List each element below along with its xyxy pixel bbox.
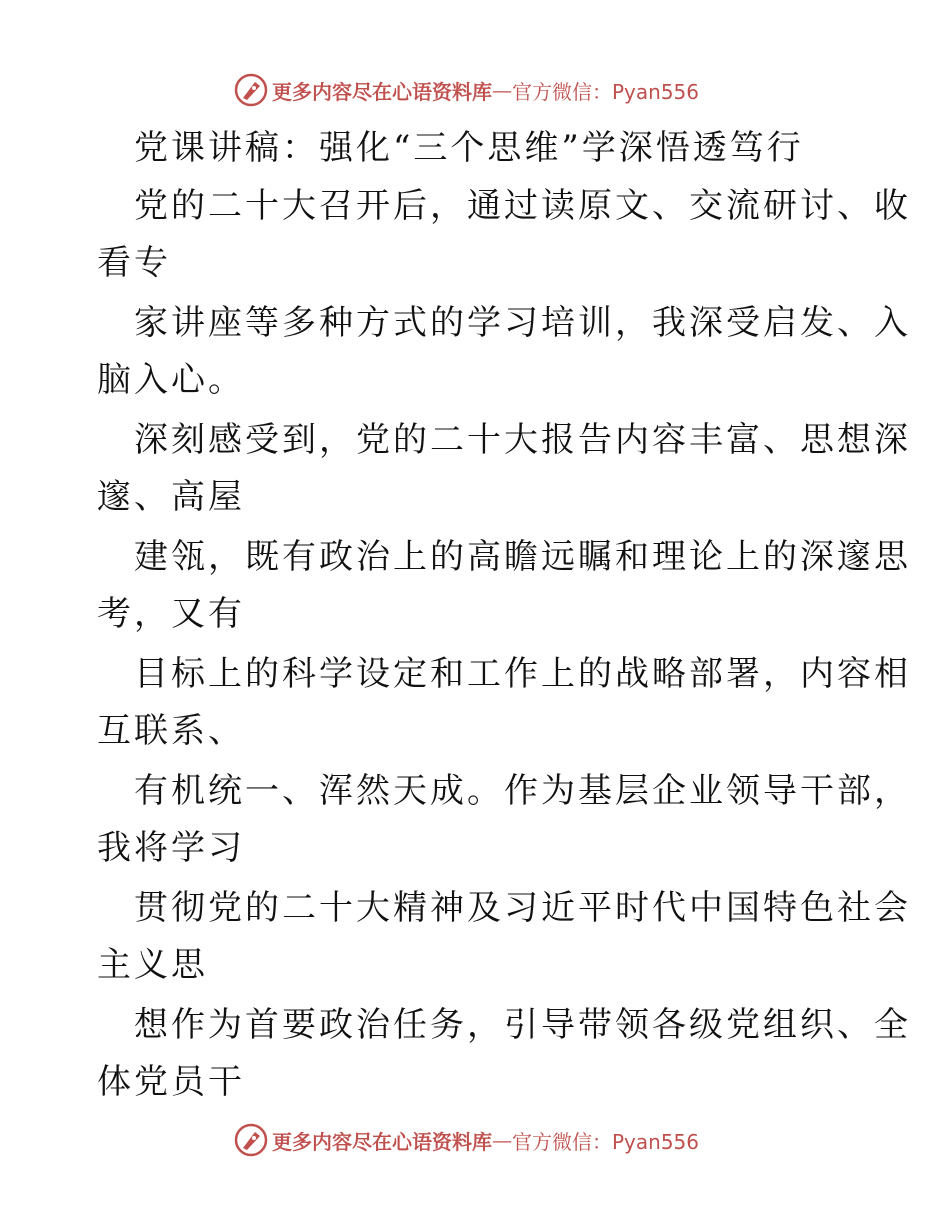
footer-banner-separator: — <box>492 1128 512 1152</box>
paragraph-line: 贯彻党的二十大精神及习近平时代中国特色社会 <box>134 888 911 928</box>
footer-banner-wechat: 官方微信：Pyan556 <box>512 1129 700 1154</box>
paragraph-line: 建瓴，既有政治上的高瞻远瞩和理论上的深邃思 <box>134 537 911 577</box>
paragraph-line: 深刻感受到，党的二十大报告内容丰富、思想深 <box>134 420 911 460</box>
paragraph-line: 脑入心。 <box>97 360 245 400</box>
paragraph-line: 想作为首要政治任务，引导带领各级党组织、全 <box>134 1005 911 1045</box>
header-banner-wechat: 官方微信：Pyan556 <box>512 79 700 104</box>
paragraph-line: 党的二十大召开后，通过读原文、交流研讨、收 <box>134 186 911 226</box>
paragraph-line: 互联系、 <box>97 711 245 751</box>
footer-banner-text: 更多内容尽在心语资料库 <box>272 1129 492 1154</box>
paragraph-line: 我将学习 <box>97 828 245 868</box>
footer-banner <box>234 1122 699 1158</box>
document-title: 党课讲稿：强化“三个思维”学深悟透笃行 <box>134 128 804 168</box>
paragraph-line: 目标上的科学设定和工作上的战略部署，内容相 <box>134 654 911 694</box>
paragraph-line: 考，又有 <box>97 594 245 634</box>
paragraph-line: 体党员干 <box>97 1062 245 1102</box>
paragraph-line: 邃、高屋 <box>97 477 245 517</box>
paragraph-line: 有机统一、浑然天成。作为基层企业领导干部， <box>134 771 911 811</box>
pen-nib-logo-icon <box>234 1123 268 1157</box>
header-banner-text: 更多内容尽在心语资料库 <box>272 79 492 104</box>
paragraph-line: 家讲座等多种方式的学习培训，我深受启发、入 <box>134 303 911 343</box>
header-banner-separator: — <box>492 78 512 102</box>
paragraph-line: 看专 <box>97 243 171 283</box>
paragraph-line: 主义思 <box>97 945 208 985</box>
